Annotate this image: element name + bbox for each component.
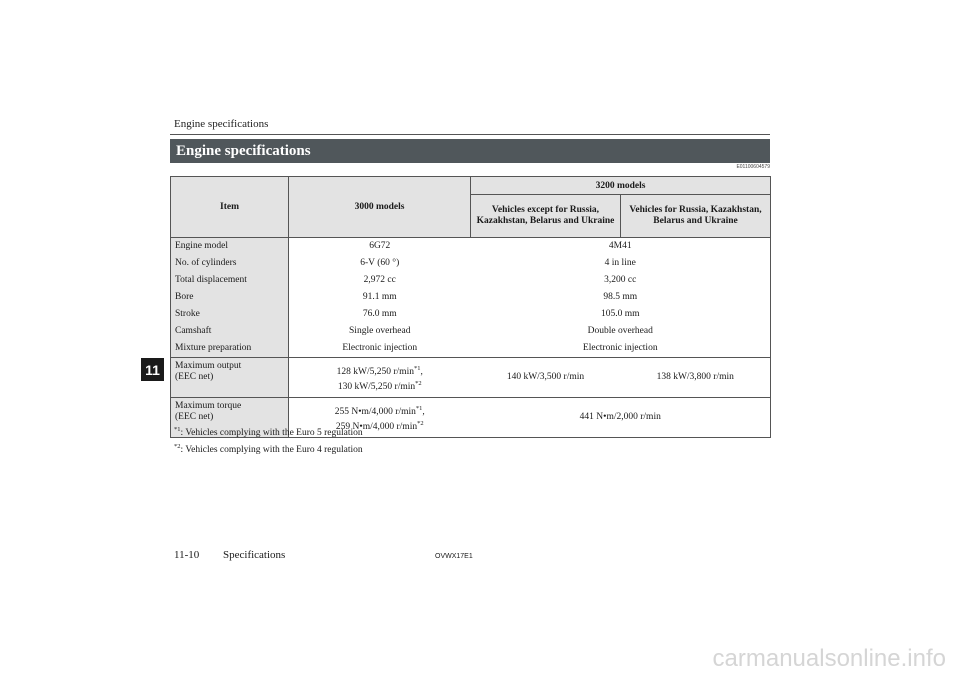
header-rule [170,134,770,135]
max-output-3000 [289,358,471,398]
max-output-3200-except: 140 kW/3,500 r/min [471,358,621,398]
header-3000-models: 3000 models [289,177,471,238]
footnotes [174,423,363,457]
row-value-3000: 6-V (60 °) [360,258,400,268]
row-value-3000: 91.1 mm [362,292,397,302]
row-value-3000: 2,972 cc [363,275,396,285]
row-value-3200: 3,200 cc [471,272,771,289]
row-label: Total displacement [171,272,289,289]
footnote [174,423,363,440]
running-header: Engine specifications [174,118,269,130]
value-separator: , [422,406,425,417]
table-row [171,323,771,340]
table-row [171,306,771,323]
row-value-3200: Electronic injection [471,340,771,358]
manual-code: OVWX17E1 [435,553,473,560]
footnote-mark: *2 [417,419,424,427]
row-value-3200: 105.0 mm [471,306,771,323]
table-row [171,238,771,256]
row-value-3200: 4 in line [471,255,771,272]
row-value-3000: Single overhead [349,326,411,336]
value-separator: , [420,366,423,377]
torque-value: 259 N•m/4,000 r/min [335,421,418,432]
row-label-line: Maximum output [175,361,242,371]
chapter-tab: 11 [141,358,164,381]
row-value-3200: 98.5 mm [471,289,771,306]
row-value-3000: 6G72 [289,238,471,256]
page-number: 11-10 [174,549,200,561]
header-item: Item [171,177,289,238]
page-title: Engine specifications [170,139,770,163]
row-value-3000: 76.0 mm [362,309,397,319]
output-value: 128 kW/5,250 r/min [336,366,414,377]
row-label: No. of cylinders [171,255,289,272]
footnote-text: : Vehicles complying with the Euro 4 regulation [180,445,363,455]
footnote-mark: *2 [174,443,181,450]
footnote-mark: *1 [413,364,421,372]
footnote-mark: *1 [415,404,423,412]
table-row [171,289,771,306]
table-row-max-output [171,358,771,398]
row-value-3200: Double overhead [471,323,771,340]
row-label: Engine model [171,238,289,256]
footnote [174,440,363,457]
header-russia: Vehicles for Russia, Kazakhstan, Belarus and Ukraine [621,195,771,238]
row-label: Camshaft [171,323,289,340]
footnote-text: : Vehicles complying with the Euro 5 regulation [180,428,363,438]
max-torque-3200: 441 N•m/2,000 r/min [471,398,771,438]
row-value-3000: Electronic injection [289,340,471,358]
table-row [171,272,771,289]
row-label-line: Maximum torque [175,401,242,411]
header-except-russia: Vehicles except for Russia, Kazakhstan, Belarus and Ukraine [471,195,621,238]
row-label-max-output [171,358,289,398]
section-name: Specifications [223,549,286,561]
row-label: Bore [171,289,289,306]
footnote-mark: *1 [174,426,181,433]
row-value-3200: 4M41 [471,238,771,256]
table-row [171,340,771,358]
watermark: carmanualsonline.info [712,645,946,672]
torque-value: 255 N•m/4,000 r/min [334,406,416,417]
max-output-3200-russia: 138 kW/3,800 r/min [621,358,771,398]
output-value: 130 kW/5,250 r/min [337,381,416,392]
document-code: E01100604579 [736,164,770,170]
header-3200-models: 3200 models [471,177,771,195]
row-label: Stroke [171,306,289,323]
row-label: Mixture preparation [171,340,289,358]
row-label-line: (EEC net) [175,412,214,422]
table-row [171,255,771,272]
engine-spec-table [170,176,771,438]
footnote-mark: *2 [415,379,422,387]
row-label-line: (EEC net) [175,372,214,382]
